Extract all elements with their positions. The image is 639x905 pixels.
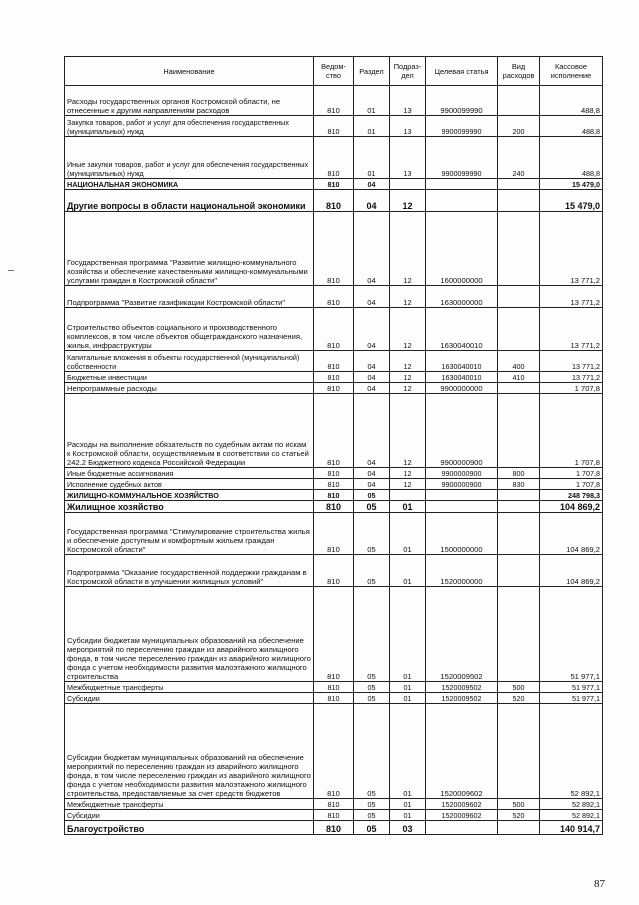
row-target-article: 1520000000 bbox=[426, 555, 498, 587]
row-section: 04 bbox=[354, 308, 390, 351]
row-subsection: 12 bbox=[390, 479, 426, 490]
row-expense-kind bbox=[498, 179, 540, 190]
row-expense-kind bbox=[498, 821, 540, 835]
row-subsection: 01 bbox=[390, 704, 426, 799]
row-subsection bbox=[390, 490, 426, 501]
row-name: Другие вопросы в области национальной экономики bbox=[65, 190, 314, 212]
row-department: 810 bbox=[314, 212, 354, 286]
row-expense-kind bbox=[498, 587, 540, 682]
row-name: Благоустройство bbox=[65, 821, 314, 835]
table-row bbox=[65, 682, 603, 693]
table-row bbox=[65, 179, 603, 190]
row-section: 04 bbox=[354, 212, 390, 286]
row-subsection: 12 bbox=[390, 212, 426, 286]
row-name: Межбюджетные трансферты bbox=[65, 682, 314, 693]
row-name: Бюджетные инвестиции bbox=[65, 372, 314, 383]
row-subsection: 13 bbox=[390, 116, 426, 137]
scan-artifact bbox=[8, 270, 14, 271]
row-cash-execution: 51 977,1 bbox=[540, 587, 603, 682]
row-department: 810 bbox=[314, 394, 354, 468]
table-row bbox=[65, 86, 603, 116]
row-section: 01 bbox=[354, 137, 390, 179]
row-section: 04 bbox=[354, 179, 390, 190]
row-section: 05 bbox=[354, 821, 390, 835]
row-section: 05 bbox=[354, 513, 390, 555]
row-expense-kind: 520 bbox=[498, 693, 540, 704]
row-subsection: 01 bbox=[390, 682, 426, 693]
row-target-article: 1520009602 bbox=[426, 799, 498, 810]
row-name: Расходы на выполнение обязательств по судебным актам по искам к Костромской области, осуществляемым в соответствии со статьей 242.2 Бюджетного кодекса Российской Федерации bbox=[65, 394, 314, 468]
row-cash-execution: 13 771,2 bbox=[540, 212, 603, 286]
row-name: Субсидии бюджетам муниципальных образований на обеспечение мероприятий по переселению граждан из аварийного жилищного фонда, в том числе переселению граждан из аварийного жилищного фонда с учетом необходимости развития малоэтажного жилищного строительства, предоставляемые за счет средств бюджетов bbox=[65, 704, 314, 799]
row-cash-execution: 1 707,8 bbox=[540, 479, 603, 490]
page-number: 87 bbox=[594, 878, 605, 890]
row-section: 01 bbox=[354, 86, 390, 116]
row-section: 04 bbox=[354, 383, 390, 394]
row-subsection: 03 bbox=[390, 821, 426, 835]
table-row bbox=[65, 116, 603, 137]
row-expense-kind: 500 bbox=[498, 682, 540, 693]
row-expense-kind: 400 bbox=[498, 351, 540, 372]
header-subsection: Подраз-дел bbox=[390, 57, 426, 86]
row-name: Непрограммные расходы bbox=[65, 383, 314, 394]
row-subsection: 01 bbox=[390, 799, 426, 810]
row-name: НАЦИОНАЛЬНАЯ ЭКОНОМИКА bbox=[65, 179, 314, 190]
table-row bbox=[65, 810, 603, 821]
row-expense-kind: 520 bbox=[498, 810, 540, 821]
row-cash-execution: 104 869,2 bbox=[540, 513, 603, 555]
row-subsection: 01 bbox=[390, 587, 426, 682]
row-target-article bbox=[426, 190, 498, 212]
row-expense-kind bbox=[498, 513, 540, 555]
row-target-article: 1520009502 bbox=[426, 682, 498, 693]
row-cash-execution: 52 892,1 bbox=[540, 704, 603, 799]
row-cash-execution: 140 914,7 bbox=[540, 821, 603, 835]
header-section: Раздел bbox=[354, 57, 390, 86]
table-row bbox=[65, 587, 603, 682]
row-expense-kind bbox=[498, 308, 540, 351]
row-expense-kind bbox=[498, 704, 540, 799]
row-expense-kind bbox=[498, 383, 540, 394]
row-cash-execution: 13 771,2 bbox=[540, 351, 603, 372]
row-expense-kind bbox=[498, 501, 540, 513]
header-department: Ведом-ство bbox=[314, 57, 354, 86]
row-department: 810 bbox=[314, 587, 354, 682]
row-name: ЖИЛИЩНО-КОММУНАЛЬНОЕ ХОЗЯЙСТВО bbox=[65, 490, 314, 501]
row-name: Субсидии bbox=[65, 810, 314, 821]
row-subsection: 01 bbox=[390, 555, 426, 587]
row-department: 810 bbox=[314, 137, 354, 179]
row-expense-kind bbox=[498, 86, 540, 116]
table-row bbox=[65, 137, 603, 179]
row-target-article: 9900000900 bbox=[426, 468, 498, 479]
row-department: 810 bbox=[314, 799, 354, 810]
row-section: 05 bbox=[354, 704, 390, 799]
row-section: 05 bbox=[354, 555, 390, 587]
table-row bbox=[65, 479, 603, 490]
row-target-article: 1520009502 bbox=[426, 693, 498, 704]
row-subsection: 01 bbox=[390, 810, 426, 821]
row-target-article: 9900000900 bbox=[426, 394, 498, 468]
row-department: 810 bbox=[314, 693, 354, 704]
row-section: 05 bbox=[354, 693, 390, 704]
row-cash-execution: 104 869,2 bbox=[540, 501, 603, 513]
budget-execution-table bbox=[64, 56, 603, 835]
row-target-article: 1520009502 bbox=[426, 587, 498, 682]
row-subsection: 12 bbox=[390, 468, 426, 479]
row-department: 810 bbox=[314, 490, 354, 501]
row-department: 810 bbox=[314, 810, 354, 821]
row-section: 04 bbox=[354, 190, 390, 212]
row-subsection: 12 bbox=[390, 383, 426, 394]
row-department: 810 bbox=[314, 372, 354, 383]
row-expense-kind: 410 bbox=[498, 372, 540, 383]
table-row bbox=[65, 351, 603, 372]
header-name: Наименование bbox=[65, 57, 314, 86]
row-target-article: 9900000000 bbox=[426, 383, 498, 394]
row-section: 04 bbox=[354, 468, 390, 479]
row-name: Расходы государственных органов Костромской области, не отнесенные к другим направлениям расходов bbox=[65, 86, 314, 116]
row-cash-execution: 248 798,3 bbox=[540, 490, 603, 501]
table-row bbox=[65, 468, 603, 479]
row-subsection: 13 bbox=[390, 137, 426, 179]
row-name: Жилищное хозяйство bbox=[65, 501, 314, 513]
row-cash-execution: 104 869,2 bbox=[540, 555, 603, 587]
table-row bbox=[65, 693, 603, 704]
row-department: 810 bbox=[314, 501, 354, 513]
row-target-article: 1500000000 bbox=[426, 513, 498, 555]
row-target-article: 9900099990 bbox=[426, 137, 498, 179]
table-header-row bbox=[65, 57, 603, 86]
row-name: Строительство объектов социального и производственного комплексов, в том числе объектов общегражданского назначения, жилья, инфраструктуры bbox=[65, 308, 314, 351]
row-subsection: 12 bbox=[390, 394, 426, 468]
row-subsection: 12 bbox=[390, 372, 426, 383]
row-department: 810 bbox=[314, 179, 354, 190]
row-cash-execution: 488,8 bbox=[540, 137, 603, 179]
table-row bbox=[65, 372, 603, 383]
row-section: 05 bbox=[354, 490, 390, 501]
row-cash-execution: 1 707,8 bbox=[540, 468, 603, 479]
row-expense-kind bbox=[498, 212, 540, 286]
table-row bbox=[65, 383, 603, 394]
table-row bbox=[65, 501, 603, 513]
table-row bbox=[65, 821, 603, 835]
row-name: Закупка товаров, работ и услуг для обеспечения государственных (муниципальных) нужд bbox=[65, 116, 314, 137]
row-subsection: 01 bbox=[390, 513, 426, 555]
row-target-article: 1600000000 bbox=[426, 212, 498, 286]
row-target-article: 9900099990 bbox=[426, 86, 498, 116]
row-subsection: 13 bbox=[390, 86, 426, 116]
row-section: 05 bbox=[354, 587, 390, 682]
row-name: Подпрограмма "Развитие газификации Костромской области" bbox=[65, 286, 314, 308]
row-target-article bbox=[426, 821, 498, 835]
row-expense-kind bbox=[498, 490, 540, 501]
row-expense-kind: 830 bbox=[498, 479, 540, 490]
row-section: 04 bbox=[354, 351, 390, 372]
row-name: Иные закупки товаров, работ и услуг для обеспечения государственных (муниципальных) нужд bbox=[65, 137, 314, 179]
row-target-article: 1520009602 bbox=[426, 810, 498, 821]
header-cash-execution: Кассовое исполнение bbox=[540, 57, 603, 86]
row-section: 04 bbox=[354, 479, 390, 490]
row-section: 04 bbox=[354, 394, 390, 468]
table-row bbox=[65, 555, 603, 587]
row-department: 810 bbox=[314, 286, 354, 308]
row-expense-kind: 200 bbox=[498, 116, 540, 137]
table-row bbox=[65, 286, 603, 308]
row-expense-kind: 500 bbox=[498, 799, 540, 810]
row-cash-execution: 488,8 bbox=[540, 86, 603, 116]
row-target-article: 1520009602 bbox=[426, 704, 498, 799]
row-name: Подпрограмма "Оказание государственной поддержки гражданам в Костромской области в улучшении жилищных условий" bbox=[65, 555, 314, 587]
row-target-article bbox=[426, 179, 498, 190]
row-section: 05 bbox=[354, 810, 390, 821]
row-cash-execution: 51 977,1 bbox=[540, 682, 603, 693]
row-department: 810 bbox=[314, 704, 354, 799]
row-name: Государственная программа "Стимулирование строительства жилья и обеспечение доступным и комфортным жильем граждан Костромской области" bbox=[65, 513, 314, 555]
row-department: 810 bbox=[314, 383, 354, 394]
row-cash-execution: 52 892,1 bbox=[540, 799, 603, 810]
row-target-article: 9900000900 bbox=[426, 479, 498, 490]
table-row bbox=[65, 513, 603, 555]
row-name: Капитальные вложения в объекты государственной (муниципальной) собственности bbox=[65, 351, 314, 372]
row-section: 05 bbox=[354, 799, 390, 810]
row-name: Исполнение судебных актов bbox=[65, 479, 314, 490]
row-target-article: 1630000000 bbox=[426, 286, 498, 308]
row-subsection bbox=[390, 179, 426, 190]
row-target-article: 1630040010 bbox=[426, 351, 498, 372]
row-name: Межбюджетные трансферты bbox=[65, 799, 314, 810]
row-department: 810 bbox=[314, 190, 354, 212]
row-cash-execution: 15 479,0 bbox=[540, 190, 603, 212]
table-row bbox=[65, 704, 603, 799]
row-department: 810 bbox=[314, 116, 354, 137]
table-body bbox=[65, 86, 603, 835]
row-cash-execution: 15 479,0 bbox=[540, 179, 603, 190]
table-row bbox=[65, 190, 603, 212]
table-row bbox=[65, 308, 603, 351]
row-target-article: 1630040010 bbox=[426, 308, 498, 351]
row-expense-kind bbox=[498, 286, 540, 308]
row-cash-execution: 488,8 bbox=[540, 116, 603, 137]
row-expense-kind: 240 bbox=[498, 137, 540, 179]
row-target-article bbox=[426, 501, 498, 513]
table-row bbox=[65, 394, 603, 468]
row-department: 810 bbox=[314, 308, 354, 351]
row-department: 810 bbox=[314, 555, 354, 587]
row-section: 04 bbox=[354, 286, 390, 308]
row-name: Государственная программа "Развитие жилищно-коммунального хозяйства и обеспечение качественными жилищно-коммунальными услугами граждан в Костромской области" bbox=[65, 212, 314, 286]
row-expense-kind: 800 bbox=[498, 468, 540, 479]
row-department: 810 bbox=[314, 351, 354, 372]
table-row bbox=[65, 212, 603, 286]
row-cash-execution: 13 771,2 bbox=[540, 286, 603, 308]
row-cash-execution: 51 977,1 bbox=[540, 693, 603, 704]
row-department: 810 bbox=[314, 479, 354, 490]
row-name: Субсидии bbox=[65, 693, 314, 704]
row-expense-kind bbox=[498, 555, 540, 587]
row-subsection: 01 bbox=[390, 693, 426, 704]
row-target-article: 9900099990 bbox=[426, 116, 498, 137]
header-target-article: Целевая статья bbox=[426, 57, 498, 86]
row-target-article bbox=[426, 490, 498, 501]
row-subsection: 01 bbox=[390, 501, 426, 513]
row-cash-execution: 13 771,2 bbox=[540, 308, 603, 351]
row-section: 01 bbox=[354, 116, 390, 137]
row-cash-execution: 13 771,2 bbox=[540, 372, 603, 383]
row-expense-kind bbox=[498, 394, 540, 468]
row-expense-kind bbox=[498, 190, 540, 212]
row-department: 810 bbox=[314, 682, 354, 693]
row-name: Иные бюджетные ассигнования bbox=[65, 468, 314, 479]
row-section: 05 bbox=[354, 682, 390, 693]
row-target-article: 1630040010 bbox=[426, 372, 498, 383]
row-subsection: 12 bbox=[390, 286, 426, 308]
row-department: 810 bbox=[314, 821, 354, 835]
table-row bbox=[65, 490, 603, 501]
row-subsection: 12 bbox=[390, 190, 426, 212]
row-cash-execution: 1 707,8 bbox=[540, 383, 603, 394]
row-section: 05 bbox=[354, 501, 390, 513]
row-cash-execution: 52 892,1 bbox=[540, 810, 603, 821]
table-row bbox=[65, 799, 603, 810]
row-subsection: 12 bbox=[390, 351, 426, 372]
row-section: 04 bbox=[354, 372, 390, 383]
row-cash-execution: 1 707,8 bbox=[540, 394, 603, 468]
row-department: 810 bbox=[314, 86, 354, 116]
row-subsection: 12 bbox=[390, 308, 426, 351]
row-department: 810 bbox=[314, 513, 354, 555]
row-department: 810 bbox=[314, 468, 354, 479]
header-expense-kind: Вид расходов bbox=[498, 57, 540, 86]
row-name: Субсидии бюджетам муниципальных образований на обеспечение мероприятий по переселению граждан из аварийного жилищного фонда, в том числе переселению граждан из аварийного жилищного фонда с учетом необходимости развития малоэтажного жилищного строительства bbox=[65, 587, 314, 682]
